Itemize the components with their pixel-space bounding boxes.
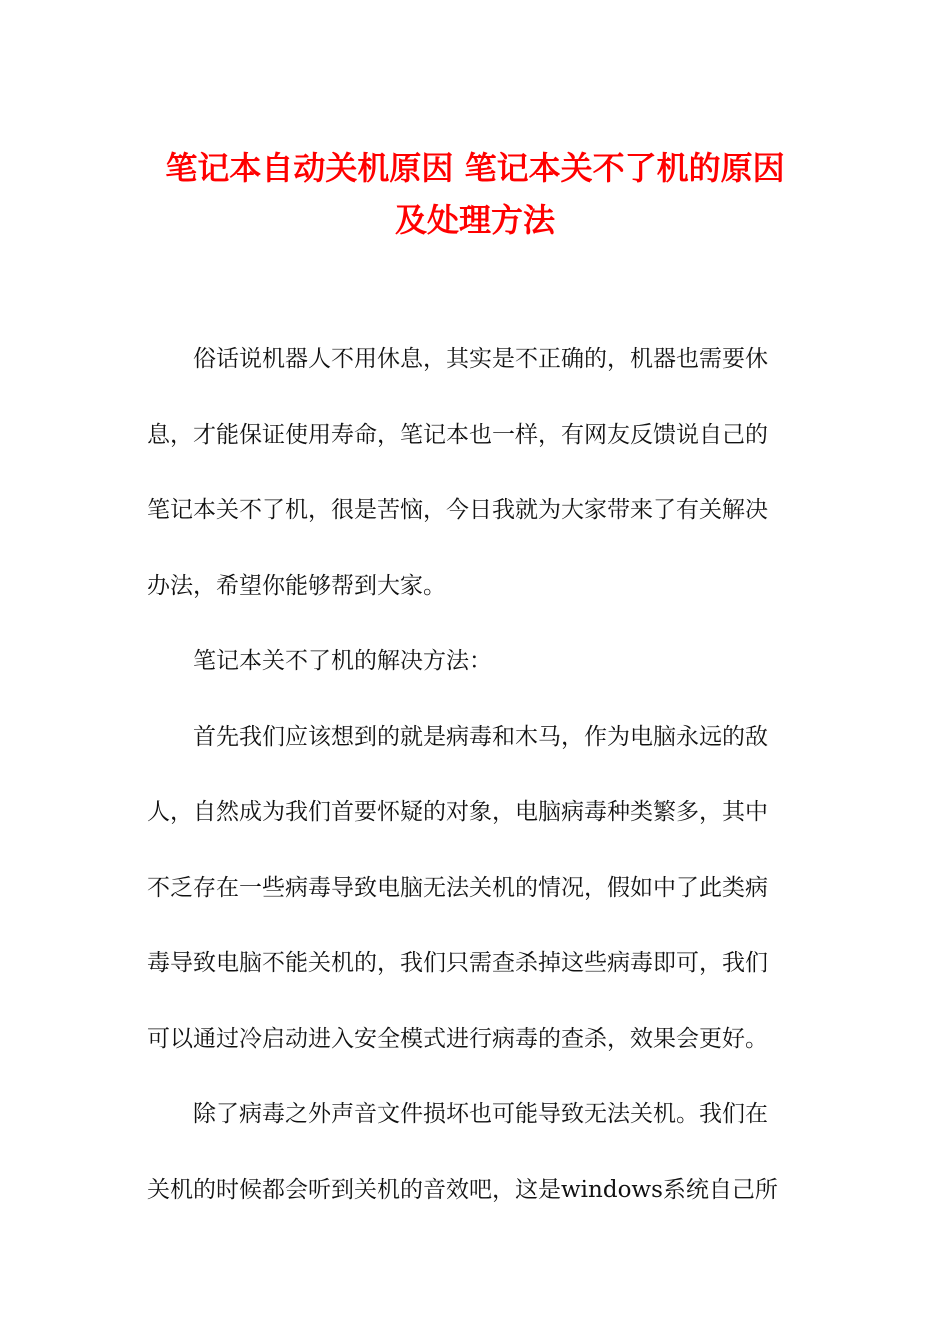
paragraph-line: 关机的时候都会听到关机的音效吧，这是windows系统自己所 xyxy=(147,1176,778,1203)
paragraph-subheading xyxy=(147,624,793,700)
paragraph-line: 笔记本关不了机的解决方法： xyxy=(193,648,492,674)
document-title xyxy=(120,142,830,246)
paragraph-line: 俗话说机器人不用休息，其实是不正确的，机器也需要休 xyxy=(193,346,768,372)
paragraph-line: 息，才能保证使用寿命，笔记本也一样，有网友反馈说自己的 xyxy=(147,421,768,448)
paragraph-virus xyxy=(147,700,793,1078)
title-line-2: 及处理方法 xyxy=(394,201,555,239)
paragraph-line: 毒导致电脑不能关机的，我们只需查杀掉这些病毒即可，我们 xyxy=(147,950,768,976)
paragraph-line: 不乏存在一些病毒导致电脑无法关机的情况，假如中了此类病 xyxy=(147,874,768,901)
paragraph-intro xyxy=(147,322,793,624)
title-line-1: 笔记本自动关机原因 笔记本关不了机的原因 xyxy=(165,149,785,187)
paragraph-sound-file xyxy=(147,1077,793,1228)
paragraph-line: 首先我们应该想到的就是病毒和木马，作为电脑永远的敌 xyxy=(193,723,768,750)
paragraph-line: 笔记本关不了机，很是苦恼，今日我就为大家带来了有关解决 xyxy=(147,497,768,523)
paragraph-line: 除了病毒之外声音文件损坏也可能导致无法关机。我们在 xyxy=(193,1101,768,1127)
paragraph-line: 办法，希望你能够帮到大家。 xyxy=(147,572,446,599)
paragraph-line: 可以通过冷启动进入安全模式进行病毒的查杀，效果会更好。 xyxy=(147,1025,768,1052)
paragraph-line: 人，自然成为我们首要怀疑的对象，电脑病毒种类繁多，其中 xyxy=(147,799,768,825)
document-body xyxy=(147,322,793,1228)
